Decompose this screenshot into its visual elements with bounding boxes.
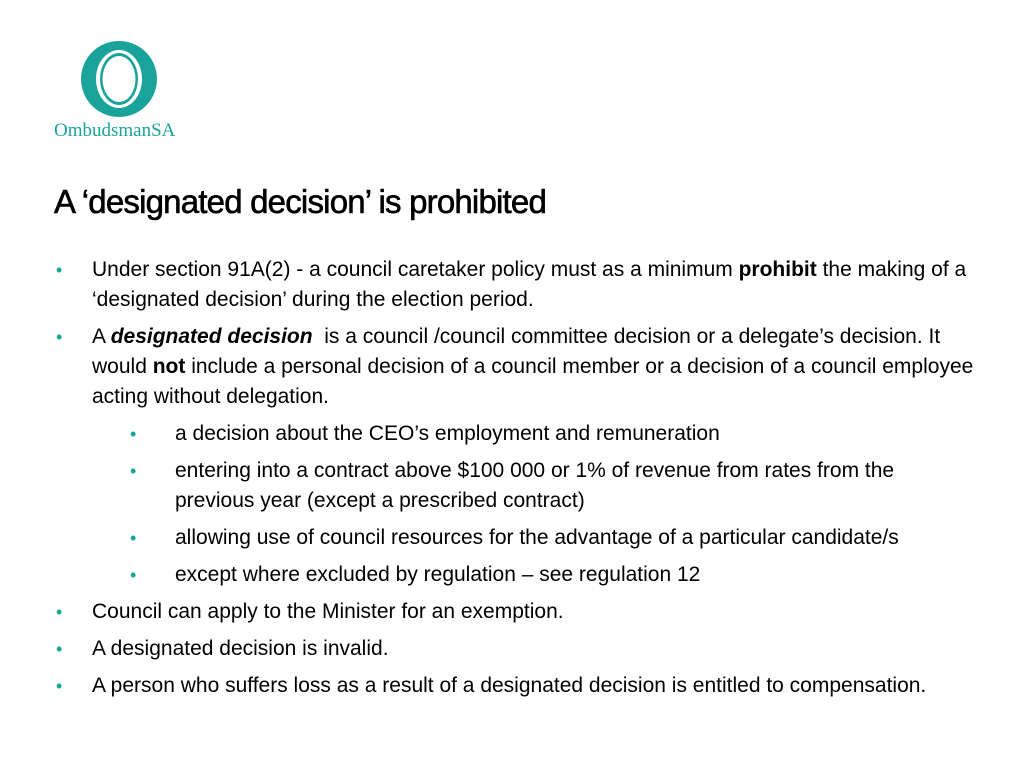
- sub-bullet-item: [130, 560, 974, 590]
- bullet-text: is a council /council committee decision or a delegate’s decision. It would: [92, 325, 947, 378]
- bullet-list: [54, 255, 974, 701]
- bullet-icon: •: [130, 424, 137, 444]
- bullet-text: A person who suffers loss as a result of a designated decision is entitled to compensation.: [92, 674, 927, 697]
- sub-bullet-text: a decision about the CEO’s employment and remuneration: [175, 422, 720, 445]
- slide-title: A ‘designated decision’ is prohibited: [54, 183, 547, 220]
- bullet-icon: •: [130, 461, 137, 481]
- bullet-text: A: [92, 325, 111, 348]
- bullet-item: [54, 671, 974, 701]
- bullet-icon: •: [56, 639, 63, 659]
- sub-bullet-text: except where excluded by regulation – see regulation 12: [175, 563, 701, 586]
- sub-bullet-list: [92, 419, 974, 590]
- bullet-icon: •: [130, 528, 137, 548]
- bullet-emphasis-text: designated decision: [110, 325, 313, 348]
- sub-bullet-item: [130, 419, 974, 449]
- bullet-text: A designated decision is invalid.: [92, 637, 389, 660]
- bullet-text: Under section 91A(2) - a council caretaker policy must as a minimum: [92, 258, 739, 281]
- logo-text: OmbudsmanSA: [54, 120, 176, 141]
- sub-bullet-item: [130, 456, 974, 516]
- bullet-text: Council can apply to the Minister for an exemption.: [92, 600, 564, 623]
- ombudsman-logo: [54, 36, 184, 146]
- slide-body: [54, 255, 974, 708]
- sub-bullet-item: [130, 523, 974, 553]
- bullet-bold-text: not: [152, 355, 186, 378]
- bullet-text: the making of a ‘designated decision’ during the election period.: [92, 258, 967, 311]
- ombudsman-o-icon: [80, 40, 158, 118]
- bullet-text: include a personal decision of a council member or a decision of a council employee acting without delegation.: [92, 355, 974, 408]
- bullet-icon: •: [56, 676, 63, 696]
- sub-bullet-text: allowing use of council resources for the advantage of a particular candidate/s: [175, 526, 899, 549]
- bullet-icon: •: [56, 327, 63, 347]
- bullet-item: [54, 634, 974, 664]
- bullet-icon: •: [56, 602, 63, 622]
- bullet-icon: •: [130, 565, 137, 585]
- bullet-item: [54, 597, 974, 627]
- bullet-item: [54, 322, 974, 590]
- bullet-item: [54, 255, 974, 315]
- bullet-bold-text: prohibit: [738, 258, 817, 281]
- sub-bullet-text: entering into a contract above $100 000 or 1% of revenue from rates from the previous year (except a prescribed contract): [175, 459, 895, 512]
- bullet-icon: •: [56, 260, 63, 280]
